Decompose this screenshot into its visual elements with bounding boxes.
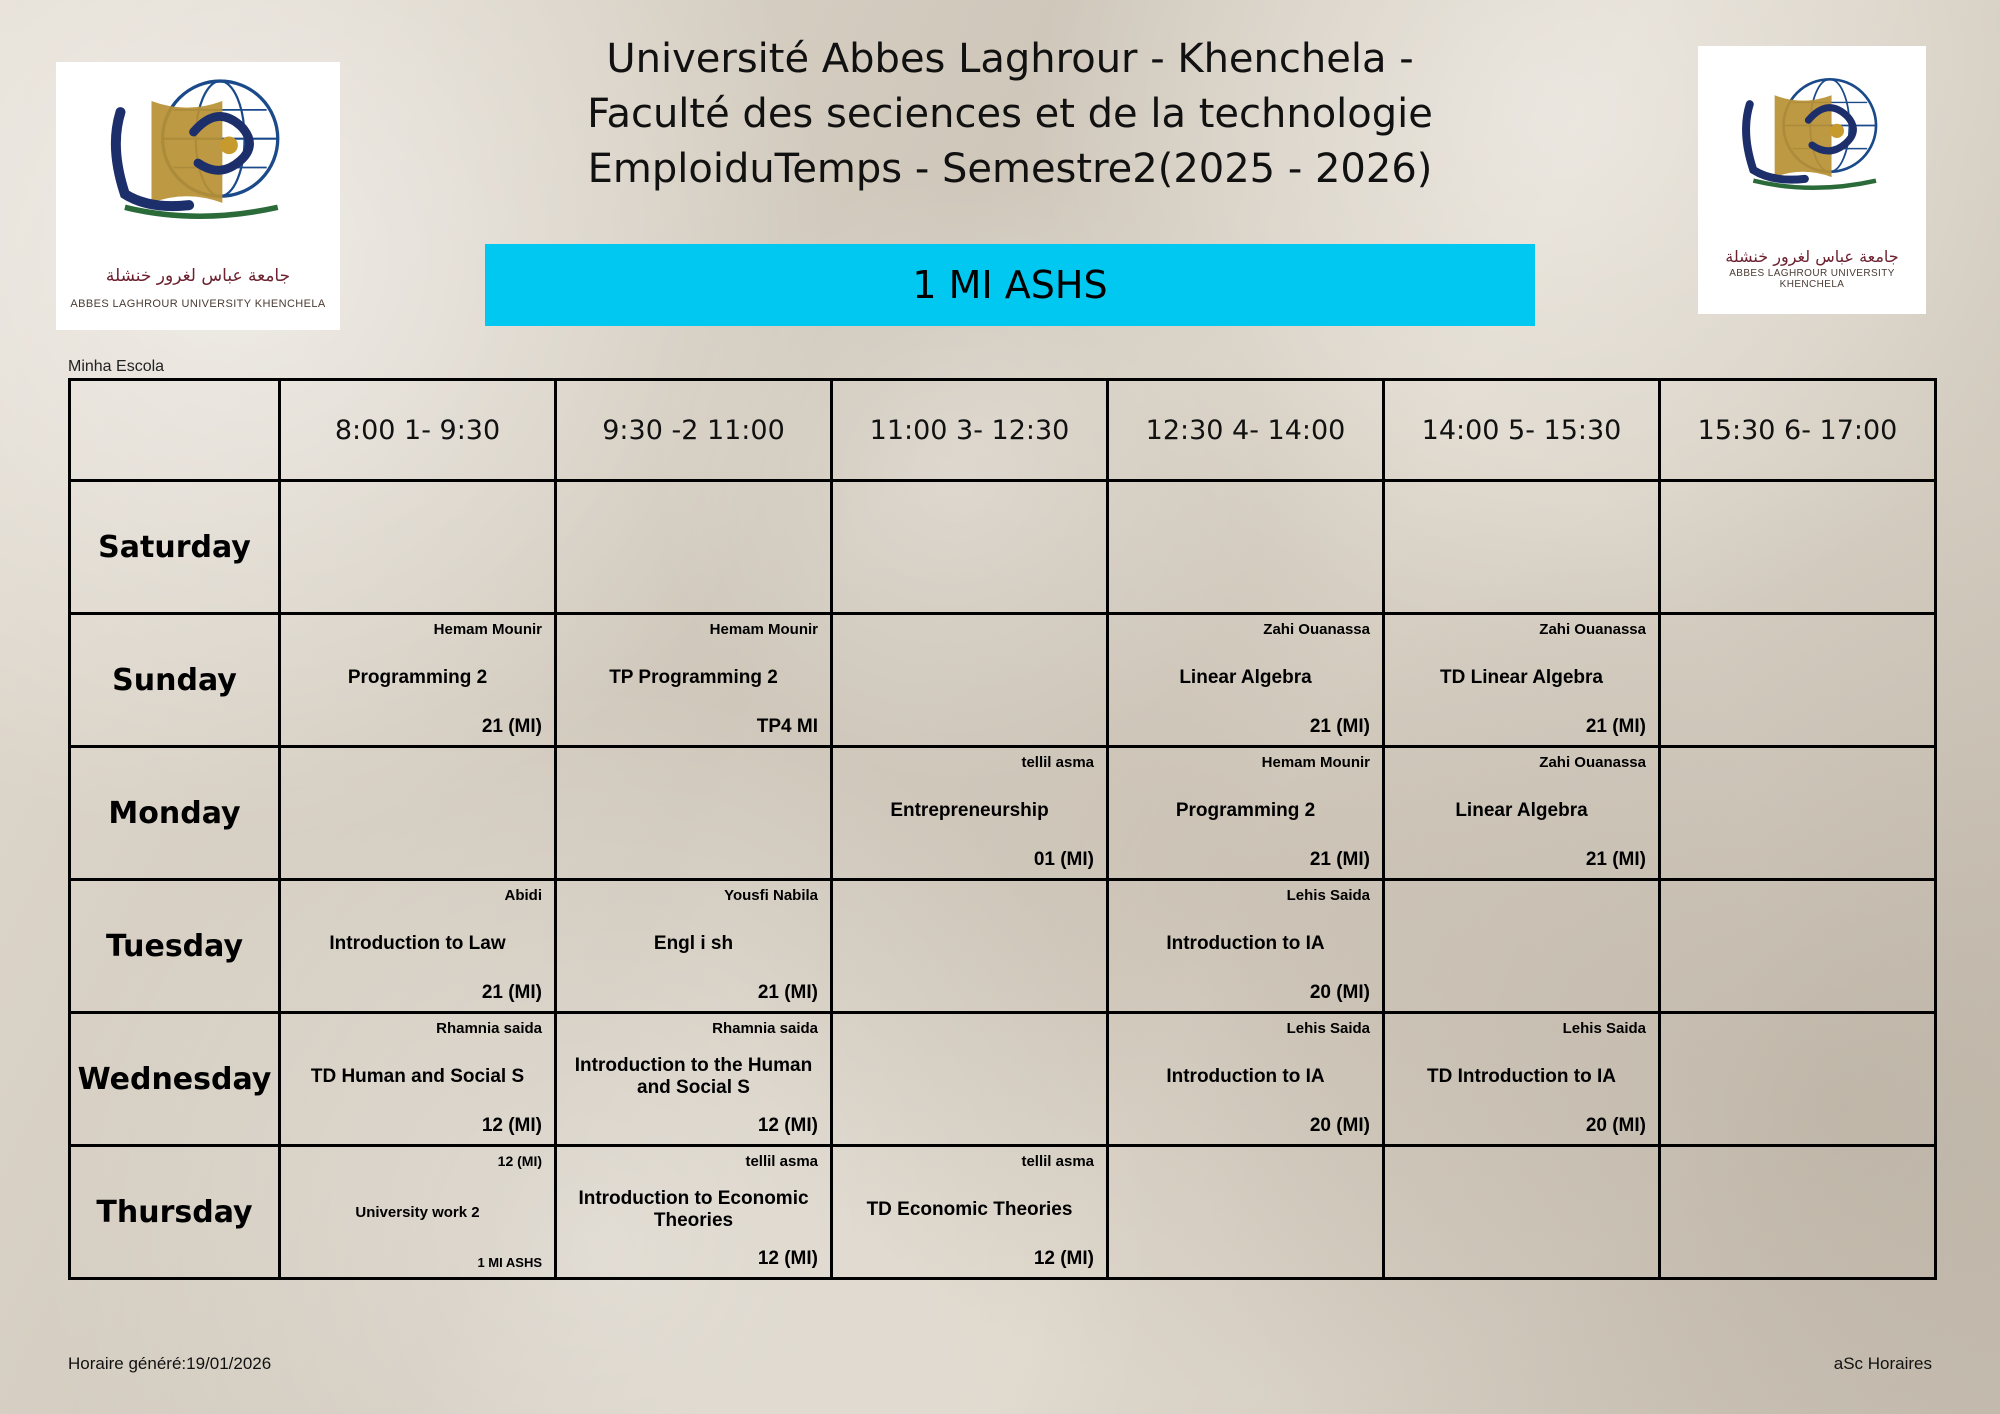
lesson-teacher: 12 (MI) — [497, 1153, 542, 1169]
lesson-teacher: Lehis Saida — [1286, 1020, 1370, 1037]
time-slot-header-3: 11:00 3- 12:30 — [832, 380, 1108, 481]
timetable-container — [68, 378, 1932, 1280]
university-logo-left — [56, 62, 340, 330]
lesson-subject: Introduction to the Human and Social S — [574, 1054, 813, 1098]
school-label: Minha Escola — [68, 358, 165, 375]
header-row — [70, 380, 1936, 481]
university-crest-icon — [1723, 54, 1901, 220]
cell-sunday-4 — [1108, 614, 1384, 747]
table-row — [70, 1013, 1936, 1146]
lesson-subject: TD Human and Social S — [310, 1065, 525, 1087]
lesson-block — [557, 881, 830, 1011]
lesson-teacher: Hemam Mounir — [433, 621, 542, 638]
cell-wednesday-4 — [1108, 1013, 1384, 1146]
lesson-teacher: tellil asma — [1021, 754, 1094, 771]
lesson-subject: Entrepreneurship — [890, 799, 1049, 821]
lesson-subject: Linear Algebra — [1455, 799, 1588, 821]
lesson-teacher: Abidi — [504, 887, 542, 904]
timetable — [68, 378, 1937, 1280]
lesson-room: 1 MI ASHS — [477, 1254, 542, 1270]
lesson-block — [1385, 748, 1658, 878]
time-slot-header-4: 12:30 4- 14:00 — [1108, 380, 1384, 481]
logo-arabic-text: جامعة عباس لغرور خنشلة — [105, 266, 291, 286]
cell-monday-1 — [280, 747, 556, 880]
university-crest-icon — [87, 70, 309, 236]
lesson-block — [557, 1147, 830, 1277]
time-slot-header-5: 14:00 5- 15:30 — [1384, 380, 1660, 481]
cell-monday-2 — [556, 747, 832, 880]
cell-tuesday-5 — [1384, 880, 1660, 1013]
lesson-room: 12 (MI) — [757, 1248, 818, 1270]
lesson-subject: Linear Algebra — [1179, 666, 1312, 688]
lesson-subject: TD Economic Theories — [866, 1198, 1073, 1220]
lesson-teacher: tellil asma — [1021, 1153, 1094, 1170]
lesson-room: 21 (MI) — [481, 716, 542, 738]
day-label-tuesday: Tuesday — [70, 880, 280, 1013]
lesson-subject: Introduction to IA — [1166, 1065, 1325, 1087]
cell-sunday-2 — [556, 614, 832, 747]
lesson-teacher: Zahi Ouanassa — [1263, 621, 1370, 638]
day-label-thursday: Thursday — [70, 1146, 280, 1279]
lesson-subject: University work 2 — [355, 1203, 480, 1221]
cell-wednesday-5 — [1384, 1013, 1660, 1146]
cell-thursday-5 — [1384, 1146, 1660, 1279]
lesson-room: TP4 MI — [756, 716, 818, 738]
time-slot-header-6: 15:30 6- 17:00 — [1660, 380, 1936, 481]
logo-english-text: ABBES LAGHROUR UNIVERSITY KHENCHELA — [70, 298, 326, 310]
cell-tuesday-6 — [1660, 880, 1936, 1013]
timetable-head — [70, 380, 1936, 481]
cell-monday-5 — [1384, 747, 1660, 880]
university-logo-right — [1698, 46, 1926, 314]
lesson-block — [281, 615, 554, 745]
lesson-subject: TP Programming 2 — [609, 666, 778, 688]
lesson-teacher: Lehis Saida — [1286, 887, 1370, 904]
lesson-room: 20 (MI) — [1309, 982, 1370, 1004]
cell-saturday-3 — [832, 481, 1108, 614]
cell-sunday-1 — [280, 614, 556, 747]
cell-thursday-1 — [280, 1146, 556, 1279]
cell-tuesday-2 — [556, 880, 832, 1013]
day-label-sunday: Sunday — [70, 614, 280, 747]
lesson-subject: Introduction to IA — [1166, 932, 1325, 954]
title-line-2: Faculté des seciences et de la technologie — [587, 91, 1433, 138]
cell-monday-6 — [1660, 747, 1936, 880]
lesson-teacher: Yousfi Nabila — [724, 887, 818, 904]
cell-saturday-6 — [1660, 481, 1936, 614]
title-line-1: Université Abbes Laghrour - Khenchela - — [606, 36, 1414, 82]
lesson-block — [1109, 1014, 1382, 1144]
cell-monday-3 — [832, 747, 1108, 880]
lesson-subject: Introduction to Law — [329, 932, 506, 954]
lesson-subject: Programming 2 — [1175, 799, 1316, 821]
lesson-room: 12 (MI) — [757, 1115, 818, 1137]
cell-wednesday-1 — [280, 1013, 556, 1146]
lesson-block — [1385, 615, 1658, 745]
lesson-subject: TD Linear Algebra — [1440, 666, 1603, 688]
table-row — [70, 1146, 1936, 1279]
lesson-block — [833, 748, 1106, 878]
time-slot-header-1: 8:00 1- 9:30 — [280, 380, 556, 481]
lesson-room: 21 (MI) — [481, 982, 542, 1004]
lesson-room: 21 (MI) — [1309, 849, 1370, 871]
cell-thursday-2 — [556, 1146, 832, 1279]
lesson-subject: Introduction to Economic Theories — [578, 1187, 809, 1231]
lesson-room: 20 (MI) — [1309, 1115, 1370, 1137]
day-label-wednesday: Wednesday — [70, 1013, 280, 1146]
lesson-block — [281, 1147, 554, 1277]
logo-english-text: ABBES LAGHROUR UNIVERSITY KHENCHELA — [1729, 268, 1895, 290]
cell-wednesday-6 — [1660, 1013, 1936, 1146]
table-row — [70, 481, 1936, 614]
cell-saturday-5 — [1384, 481, 1660, 614]
lesson-block — [281, 1014, 554, 1144]
cell-sunday-6 — [1660, 614, 1936, 747]
lesson-room: 21 (MI) — [1585, 716, 1646, 738]
cell-thursday-4 — [1108, 1146, 1384, 1279]
day-label-monday: Monday — [70, 747, 280, 880]
lesson-subject: TD Introduction to IA — [1427, 1065, 1616, 1087]
lesson-room: 21 (MI) — [757, 982, 818, 1004]
lesson-teacher: Zahi Ouanassa — [1539, 621, 1646, 638]
lesson-block — [281, 881, 554, 1011]
cell-saturday-1 — [280, 481, 556, 614]
lesson-room: 01 (MI) — [1033, 849, 1094, 871]
lesson-block — [557, 615, 830, 745]
cell-sunday-3 — [832, 614, 1108, 747]
timetable-body — [70, 481, 1936, 1279]
lesson-block — [833, 1147, 1106, 1277]
lesson-block — [557, 1014, 830, 1144]
lesson-block — [1109, 615, 1382, 745]
lesson-block — [1109, 881, 1382, 1011]
logo-arabic-text: جامعة عباس لغرور خنشلة — [1725, 247, 1899, 266]
cell-thursday-6 — [1660, 1146, 1936, 1279]
lesson-room: 21 (MI) — [1309, 716, 1370, 738]
lesson-teacher: Rhamnia saida — [712, 1020, 818, 1037]
lesson-room: 12 (MI) — [481, 1115, 542, 1137]
day-label-saturday: Saturday — [70, 481, 280, 614]
lesson-room: 20 (MI) — [1585, 1115, 1646, 1137]
cell-saturday-2 — [556, 481, 832, 614]
cell-tuesday-3 — [832, 880, 1108, 1013]
cell-tuesday-4 — [1108, 880, 1384, 1013]
lesson-teacher: Lehis Saida — [1562, 1020, 1646, 1037]
table-row — [70, 614, 1936, 747]
cell-saturday-4 — [1108, 481, 1384, 614]
lesson-block — [1385, 1014, 1658, 1144]
lesson-block — [1109, 748, 1382, 878]
corner-cell — [70, 380, 280, 481]
table-row — [70, 747, 1936, 880]
generated-date: Horaire généré:19/01/2026 — [68, 1354, 272, 1373]
title-line-3: EmploiduTemps - Semestre2(2025 - 2026) — [587, 146, 1433, 193]
lesson-teacher: tellil asma — [745, 1153, 818, 1170]
cell-wednesday-3 — [832, 1013, 1108, 1146]
cell-thursday-3 — [832, 1146, 1108, 1279]
table-row — [70, 880, 1936, 1013]
lesson-room: 12 (MI) — [1033, 1248, 1094, 1270]
cell-tuesday-1 — [280, 880, 556, 1013]
cell-sunday-5 — [1384, 614, 1660, 747]
page-title — [420, 32, 1600, 198]
lesson-teacher: Hemam Mounir — [709, 621, 818, 638]
cell-wednesday-2 — [556, 1013, 832, 1146]
cell-monday-4 — [1108, 747, 1384, 880]
lesson-teacher: Zahi Ouanassa — [1539, 754, 1646, 771]
time-slot-header-2: 9:30 -2 11:00 — [556, 380, 832, 481]
lesson-room: 21 (MI) — [1585, 849, 1646, 871]
lesson-subject: Programming 2 — [347, 666, 488, 688]
lesson-teacher: Rhamnia saida — [436, 1020, 542, 1037]
lesson-teacher: Hemam Mounir — [1261, 754, 1370, 771]
lesson-subject: Engl i sh — [653, 932, 734, 954]
class-banner: 1 MI ASHS — [485, 244, 1535, 326]
software-credit: aSc Horaires — [1833, 1354, 1932, 1373]
